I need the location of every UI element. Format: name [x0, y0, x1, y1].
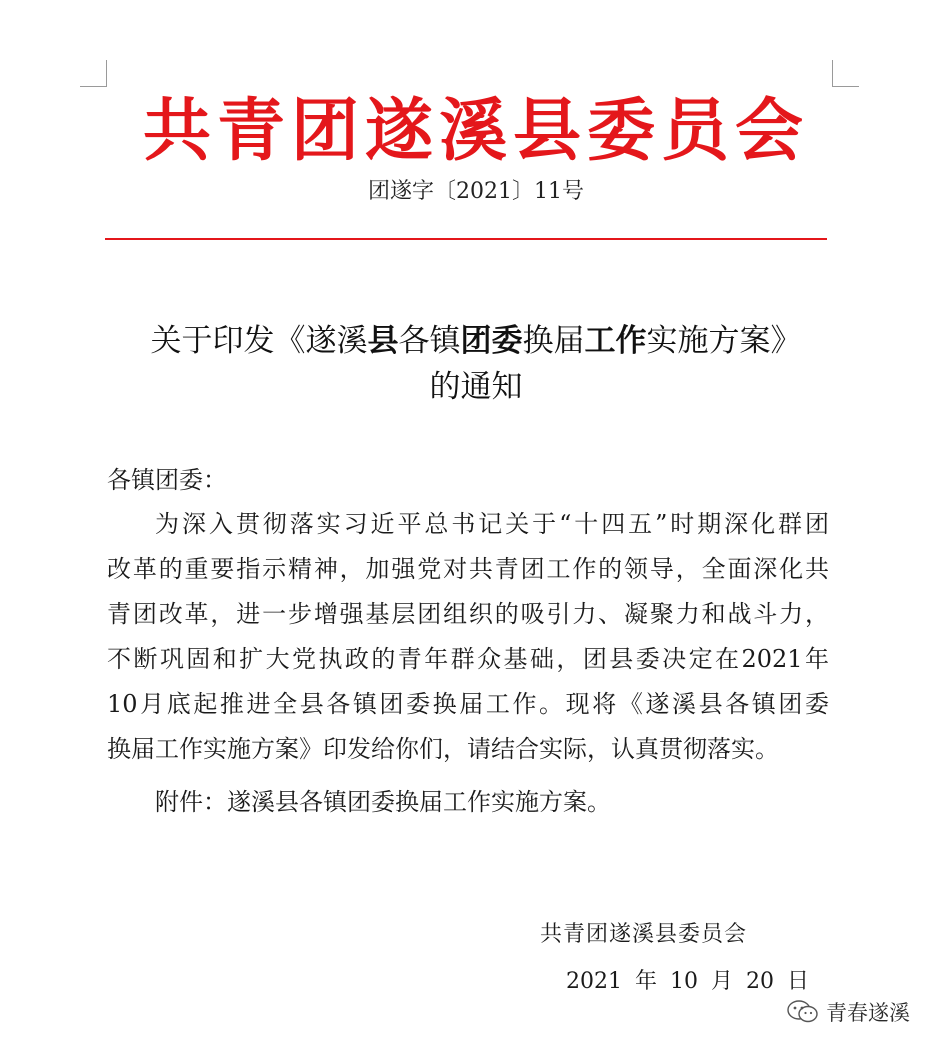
title-part-bold: 工作	[584, 323, 647, 359]
document-title	[0, 318, 952, 410]
crop-mark-top-right	[832, 60, 859, 87]
document-title-line-2: 的通知	[429, 369, 523, 405]
title-part: 各镇	[398, 323, 461, 359]
body-line: 青团改革，进一步增强基层团组织的吸引力、凝聚力和战斗力，	[107, 600, 829, 628]
body-line: 10月底起推进全县各镇团委换届工作。现将《遂溪县各镇团委	[107, 690, 829, 718]
body-line: 改革的重要指示精神，加强党对共青团工作的领导，全面深化共	[107, 555, 829, 583]
attachment-note: 附件：遂溪县各镇团委换届工作实施方案。	[155, 788, 611, 816]
signer: 共青团遂溪县委员会	[540, 922, 748, 947]
salutation: 各镇团委：	[107, 466, 227, 494]
title-part-bold: 团委	[460, 323, 523, 359]
watermark-text: 青春遂溪	[826, 1001, 910, 1025]
body-line: 换届工作实施方案》印发给你们，请结合实际，认真贯彻落实。	[107, 735, 779, 763]
title-part: 关于印发《遂溪	[150, 323, 368, 359]
issue-date: 2021 年 10 月 20 日	[566, 969, 809, 994]
body-paragraph	[107, 506, 829, 776]
title-part: 实施方案》	[646, 323, 802, 359]
body-line: 不断巩固和扩大党执政的青年群众基础，团县委决定在2021年	[107, 645, 829, 673]
document-number: 团遂字〔2021〕11号	[368, 179, 584, 204]
title-part: 换届	[522, 323, 585, 359]
wechat-icon	[786, 999, 820, 1025]
document-title-line-1	[0, 318, 952, 364]
red-divider	[105, 238, 827, 240]
watermark	[786, 996, 910, 1028]
body-line: 为深入贯彻落实习近平总书记关于“十四五”时期深化群团	[155, 510, 829, 538]
org-title: 共青团遂溪县委员会	[142, 92, 809, 171]
title-part-bold: 县	[367, 323, 399, 359]
crop-mark-top-left	[80, 60, 107, 87]
